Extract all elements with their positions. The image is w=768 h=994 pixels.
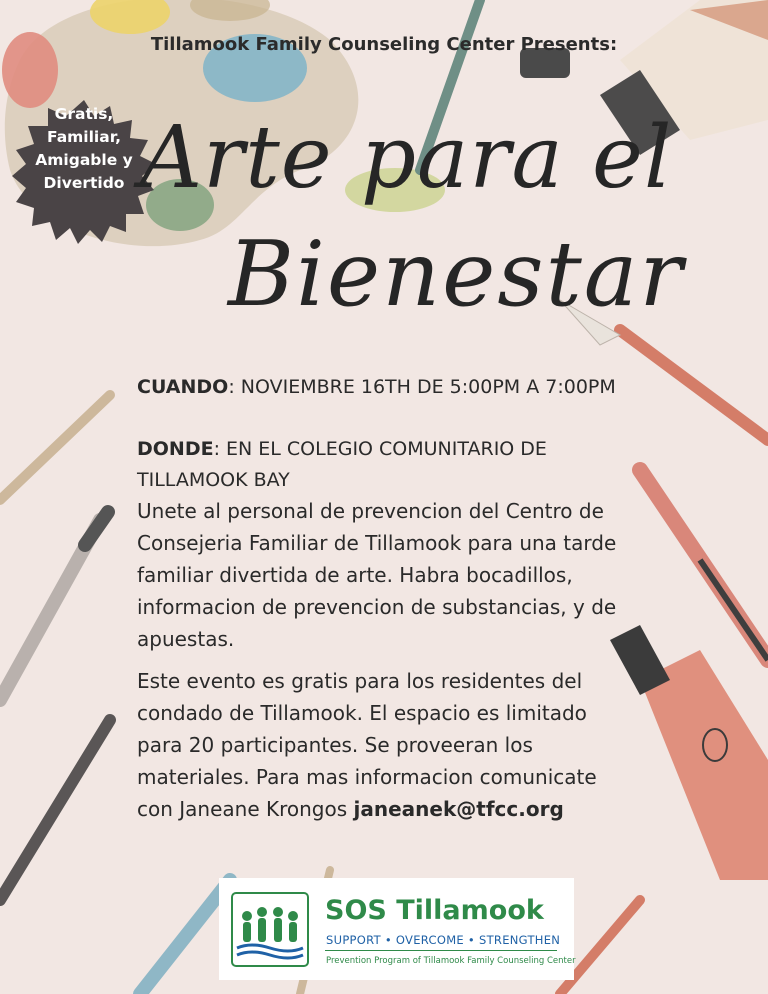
brush-bottom-blue <box>140 880 230 994</box>
sos-tillamook-logo <box>219 878 574 980</box>
info-paragraph <box>137 665 637 825</box>
logo-subtitle: Prevention Program of Tillamook Family Counseling Center <box>326 956 576 966</box>
burst-line-1: Gratis, <box>54 105 114 123</box>
contact-email-link[interactable]: janeanek@tfcc.org <box>353 797 564 821</box>
logo-name: SOS Tillamook <box>325 895 544 926</box>
when-label: CUANDO <box>137 376 229 398</box>
logo-divider <box>325 950 557 951</box>
burst-line-3: Amigable y <box>35 151 133 169</box>
description-paragraph: Unete al personal de prevencion del Centro de Consejeria Familiar de Tillamook para una tarde familiar divertida de arte. Habra bocadillos, informacion de prevencion de substancias, y de apuestas. <box>137 499 617 651</box>
where-label: DONDE <box>137 438 214 460</box>
pencil-left-tip <box>85 512 108 545</box>
presenter-line: Tillamook Family Counseling Center Presents: <box>150 34 618 55</box>
brush-left-dark <box>0 720 110 900</box>
title-line-2: Bienestar <box>228 222 685 327</box>
title-line-1: Arte para el <box>140 108 673 208</box>
info-text: Este evento es gratis para los residentes del condado de Tillamook. El espacio es limitado para 20 participantes. Se proveeran los materiales. Para mas informacion comunicate con Janeane Krongos <box>137 669 597 821</box>
brush-left-wood <box>0 395 110 500</box>
marker-right-cap <box>700 560 768 660</box>
logo-tagline: SUPPORT • OVERCOME • STRENGTHEN <box>326 933 561 947</box>
when-value: : NOVIEMBRE 16TH DE 5:00PM A 7:00PM <box>228 376 616 398</box>
burst-line-4: Divertido <box>43 174 125 192</box>
when-line <box>137 372 637 403</box>
brush-right-red <box>620 330 768 440</box>
starburst-text <box>18 103 150 195</box>
burst-line-2: Familiar, <box>47 128 121 146</box>
where-line <box>137 434 637 496</box>
where-value: : EN EL COLEGIO COMUNITARIO DE TILLAMOOK BAY <box>137 438 547 491</box>
sos-people-icon <box>231 892 309 967</box>
